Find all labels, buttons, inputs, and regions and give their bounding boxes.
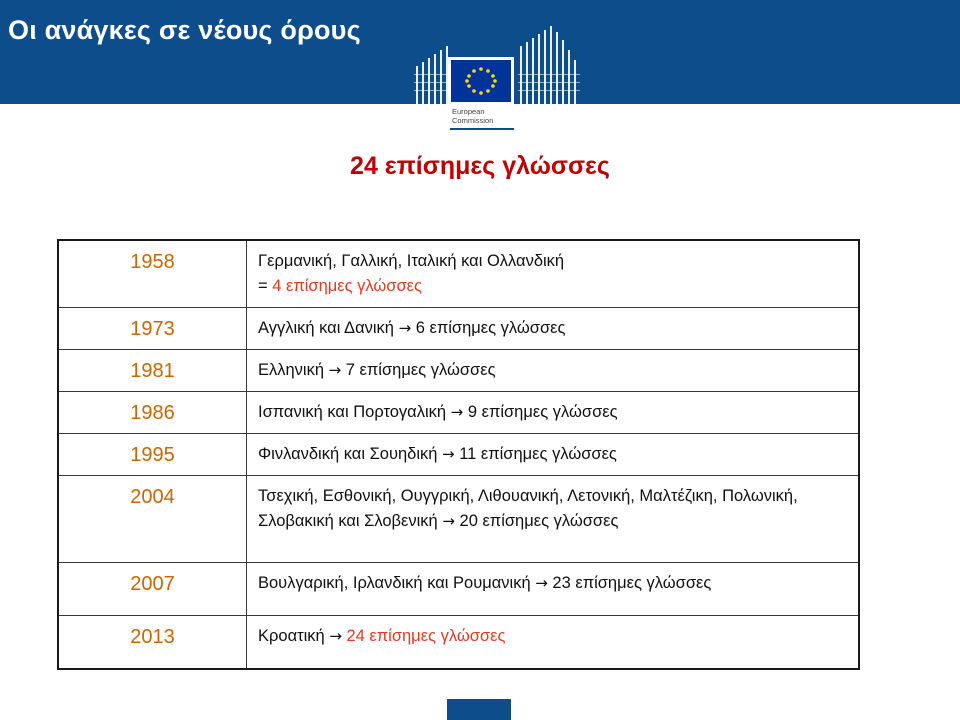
slide-subtitle: 24 επίσημες γλώσσες: [350, 152, 610, 180]
description-cell: [247, 434, 860, 476]
european-commission-logo: [414, 22, 580, 136]
year-cell: 2004: [58, 476, 247, 563]
description-cell: [247, 392, 860, 434]
year-cell: 1995: [58, 434, 247, 476]
slide-title: Οι ανάγκες σε νέους όρους: [8, 15, 361, 45]
right-arrow-icon: →: [450, 403, 464, 421]
year-cell: 2007: [58, 563, 247, 616]
year-cell: 2013: [58, 616, 247, 669]
result-text: 7 επίσημες γλώσσες: [345, 361, 496, 379]
result-text: 11 επίσημες γλώσσες: [459, 445, 617, 463]
result-text: 24 επίσημες γλώσσες: [346, 627, 506, 645]
languages-text: Ισπανική και Πορτογαλική: [258, 403, 447, 421]
year-cell: 1973: [58, 308, 247, 350]
logo-text-line2: Commission: [452, 116, 494, 125]
table-row: [58, 616, 859, 669]
languages-text: Κροατική: [258, 627, 325, 645]
result-text: 23 επίσημες γλώσσες: [552, 574, 712, 592]
result-text: 9 επίσημες γλώσσες: [467, 403, 618, 421]
result-text: 6 επίσημες γλώσσες: [415, 319, 566, 337]
description-cell: [247, 308, 860, 350]
year-cell: 1981: [58, 350, 247, 392]
result-text: 4 επίσημες γλώσσες: [272, 277, 422, 295]
right-arrow-icon: →: [398, 319, 412, 337]
year-cell: 1986: [58, 392, 247, 434]
languages-text: Τσεχική, Εσθονική, Ουγγρική, Λιθουανική, Λετονική, Μαλτέζικη, Πολωνική, Σλοβακική και Σλοβενική: [258, 487, 798, 530]
description-cell: [247, 350, 860, 392]
languages-text: Βουλγαρική, Ιρλανδική και Ρουμανική: [258, 574, 531, 592]
eu-flag-icon: [451, 60, 511, 102]
year-cell: 1958: [58, 240, 247, 308]
description-cell: [247, 616, 860, 669]
table-row: [58, 240, 859, 308]
table-row: [58, 308, 859, 350]
right-arrow-icon: →: [442, 512, 455, 530]
languages-text: Ελληνική: [258, 361, 325, 379]
right-arrow-icon: →: [329, 627, 342, 645]
table-row: [58, 392, 859, 434]
description-cell: [247, 240, 860, 308]
result-text: 20 επίσημες γλώσσες: [459, 512, 619, 530]
right-arrow-icon: →: [535, 574, 548, 592]
table-row: [58, 476, 859, 563]
right-arrow-icon: →: [442, 445, 455, 463]
description-cell: [247, 476, 860, 563]
table-row: [58, 350, 859, 392]
equals-sign: =: [258, 277, 273, 295]
table-row: [58, 434, 859, 476]
languages-table: [57, 239, 860, 670]
description-cell: [247, 563, 860, 616]
languages-text: Φινλανδική και Σουηδική: [258, 445, 438, 463]
table-row: [58, 563, 859, 616]
languages-text: Γερμανική, Γαλλική, Ιταλική και Ολλανδική: [258, 252, 565, 270]
right-arrow-icon: →: [328, 361, 342, 379]
languages-text: Αγγλική και Δανική: [258, 319, 394, 337]
logo-text-line1: European: [452, 107, 485, 116]
footer-flag-icon: [447, 699, 511, 720]
